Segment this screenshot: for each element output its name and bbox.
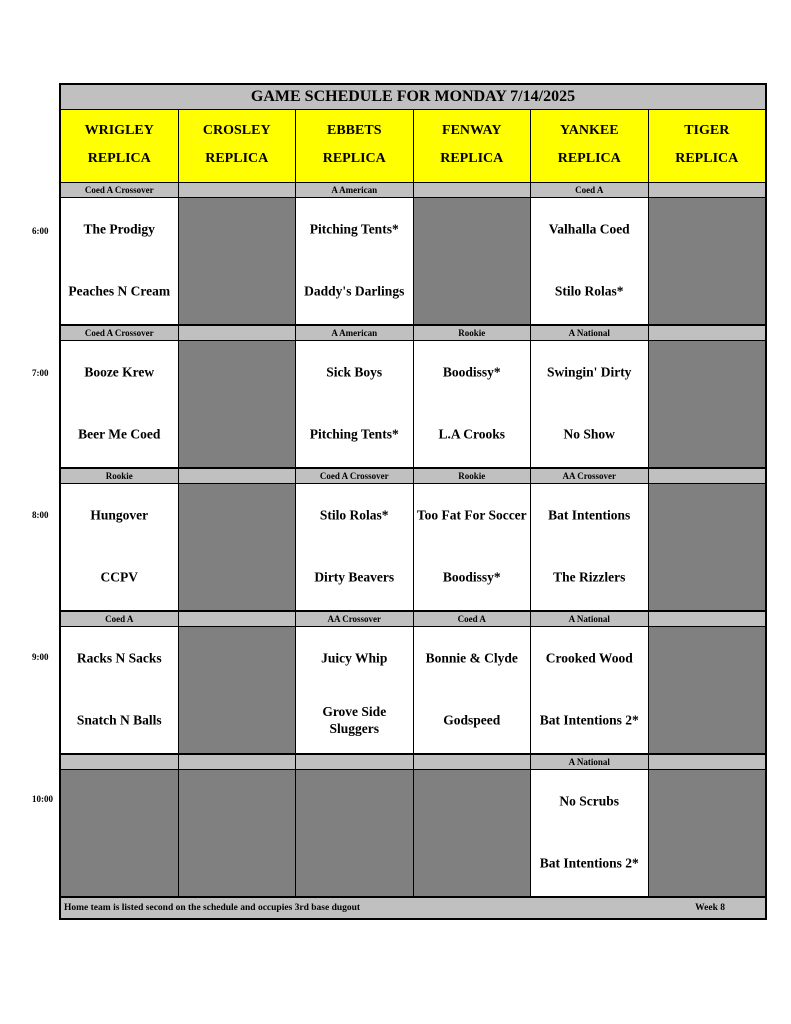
home-team: Beer Me Coed <box>78 426 161 442</box>
field-header-row <box>61 110 765 183</box>
field-name: YANKEE <box>559 123 619 138</box>
game-row <box>61 484 765 612</box>
time-label: 7:00 <box>32 368 49 378</box>
division-label: A American <box>296 183 414 197</box>
home-team: Bat Intentions 2* <box>539 712 639 728</box>
week-label: Week 8 <box>695 903 725 913</box>
time-label: 6:00 <box>32 226 49 236</box>
empty-cell <box>649 770 766 896</box>
division-label: Coed A Crossover <box>61 326 179 340</box>
division-label <box>414 183 532 197</box>
division-row <box>61 612 765 627</box>
away-team: Swingin' Dirty <box>547 364 632 380</box>
division-label <box>179 755 297 769</box>
home-team: CCPV <box>100 569 138 585</box>
empty-cell <box>179 484 297 610</box>
home-team: Godspeed <box>443 712 501 728</box>
away-team: Hungover <box>90 507 149 523</box>
game-cell <box>296 627 414 753</box>
division-label <box>649 612 766 626</box>
game-cell <box>531 770 649 896</box>
field-sub: REPLICA <box>557 151 621 166</box>
field-header-crosley <box>179 110 297 182</box>
division-label: A American <box>296 326 414 340</box>
field-name: FENWAY <box>442 123 502 138</box>
division-label <box>296 755 414 769</box>
empty-cell <box>649 627 766 753</box>
home-team: Pitching Tents* <box>309 426 399 442</box>
game-row <box>61 770 765 898</box>
division-label: A National <box>531 755 649 769</box>
division-label: AA Crossover <box>296 612 414 626</box>
away-team: Bat Intentions <box>548 507 631 523</box>
home-team: Grove Side Sluggers <box>322 704 387 736</box>
home-team: Peaches N Cream <box>68 283 171 299</box>
time-slots <box>61 183 765 898</box>
empty-cell <box>179 770 297 896</box>
empty-cell <box>179 341 297 467</box>
division-label: Rookie <box>414 326 532 340</box>
division-row <box>61 755 765 770</box>
field-name: WRIGLEY <box>84 123 154 138</box>
field-sub: REPLICA <box>322 151 386 166</box>
field-name: CROSLEY <box>202 123 271 138</box>
field-sub: REPLICA <box>675 151 739 166</box>
away-team: Stilo Rolas* <box>319 507 389 523</box>
field-header-fenway <box>414 110 532 182</box>
field-header-wrigley <box>61 110 179 182</box>
division-label <box>179 469 297 483</box>
division-label: A National <box>531 612 649 626</box>
division-label <box>61 755 179 769</box>
division-label: Rookie <box>414 469 532 483</box>
away-team: Bonnie & Clyde <box>425 650 518 666</box>
division-label <box>179 183 297 197</box>
home-team-note: Home team is listed second on the schedule and occupies 3rd base dugout <box>64 903 361 913</box>
away-team: The Prodigy <box>83 221 155 237</box>
game-cell <box>531 198 649 324</box>
division-label <box>649 183 766 197</box>
division-row <box>61 326 765 341</box>
away-team: Racks N Sacks <box>76 650 162 666</box>
division-row <box>61 469 765 484</box>
schedule-sheet <box>59 83 767 920</box>
home-team: Snatch N Balls <box>76 712 162 728</box>
empty-cell <box>179 627 297 753</box>
away-team: Valhalla Coed <box>548 221 630 237</box>
division-row <box>61 183 765 198</box>
field-sub: REPLICA <box>440 151 504 166</box>
schedule-footer <box>61 898 765 918</box>
empty-cell <box>649 484 766 610</box>
game-cell <box>296 341 414 467</box>
away-team: Crooked Wood <box>545 650 633 666</box>
time-label: 10:00 <box>32 794 53 804</box>
game-cell <box>531 484 649 610</box>
away-team: Sick Boys <box>326 364 383 380</box>
field-header-tiger <box>649 110 766 182</box>
away-team: Too Fat For Soccer <box>416 507 527 523</box>
game-cell <box>414 627 532 753</box>
game-cell <box>414 484 532 610</box>
away-team: No Scrubs <box>559 793 620 809</box>
away-team: Pitching Tents* <box>309 221 399 237</box>
game-cell <box>296 484 414 610</box>
home-team: L.A Crooks <box>438 426 506 442</box>
field-header-yankee <box>531 110 649 182</box>
division-label <box>414 755 532 769</box>
time-label: 8:00 <box>32 510 49 520</box>
division-label <box>649 755 766 769</box>
field-sub: REPLICA <box>87 151 151 166</box>
away-team: Boodissy* <box>442 364 501 380</box>
game-cell <box>61 341 179 467</box>
empty-cell <box>179 198 297 324</box>
game-cell <box>414 341 532 467</box>
empty-cell <box>649 198 766 324</box>
empty-cell <box>61 770 179 896</box>
home-team: Daddy's Darlings <box>304 283 405 299</box>
game-cell <box>61 198 179 324</box>
empty-cell <box>414 198 532 324</box>
division-label: Coed A <box>414 612 532 626</box>
field-name: TIGER <box>684 123 730 138</box>
game-cell <box>531 627 649 753</box>
schedule-title: GAME SCHEDULE FOR MONDAY 7/14/2025 <box>61 85 765 110</box>
away-team: Juicy Whip <box>321 650 388 666</box>
home-team: Boodissy* <box>442 569 501 585</box>
field-sub: REPLICA <box>205 151 269 166</box>
field-header-ebbets <box>296 110 414 182</box>
field-name: EBBETS <box>327 123 382 138</box>
game-row <box>61 627 765 755</box>
division-label: Coed A Crossover <box>61 183 179 197</box>
game-cell <box>531 341 649 467</box>
division-label <box>649 326 766 340</box>
division-label: Rookie <box>61 469 179 483</box>
division-label: Coed A Crossover <box>296 469 414 483</box>
division-label: AA Crossover <box>531 469 649 483</box>
home-team: Bat Intentions 2* <box>539 855 639 871</box>
home-team: Dirty Beavers <box>314 569 395 585</box>
division-label <box>179 612 297 626</box>
division-label <box>649 469 766 483</box>
division-label: A National <box>531 326 649 340</box>
game-row <box>61 341 765 469</box>
empty-cell <box>649 341 766 467</box>
game-cell <box>296 198 414 324</box>
away-team: Booze Krew <box>84 364 155 380</box>
division-label: Coed A <box>531 183 649 197</box>
division-label <box>179 326 297 340</box>
home-team: Stilo Rolas* <box>554 283 624 299</box>
game-row <box>61 198 765 326</box>
division-label: Coed A <box>61 612 179 626</box>
time-label: 9:00 <box>32 652 49 662</box>
empty-cell <box>296 770 414 896</box>
empty-cell <box>414 770 532 896</box>
home-team: The Rizzlers <box>553 569 626 585</box>
home-team: No Show <box>563 426 615 442</box>
game-cell <box>61 627 179 753</box>
game-cell <box>61 484 179 610</box>
